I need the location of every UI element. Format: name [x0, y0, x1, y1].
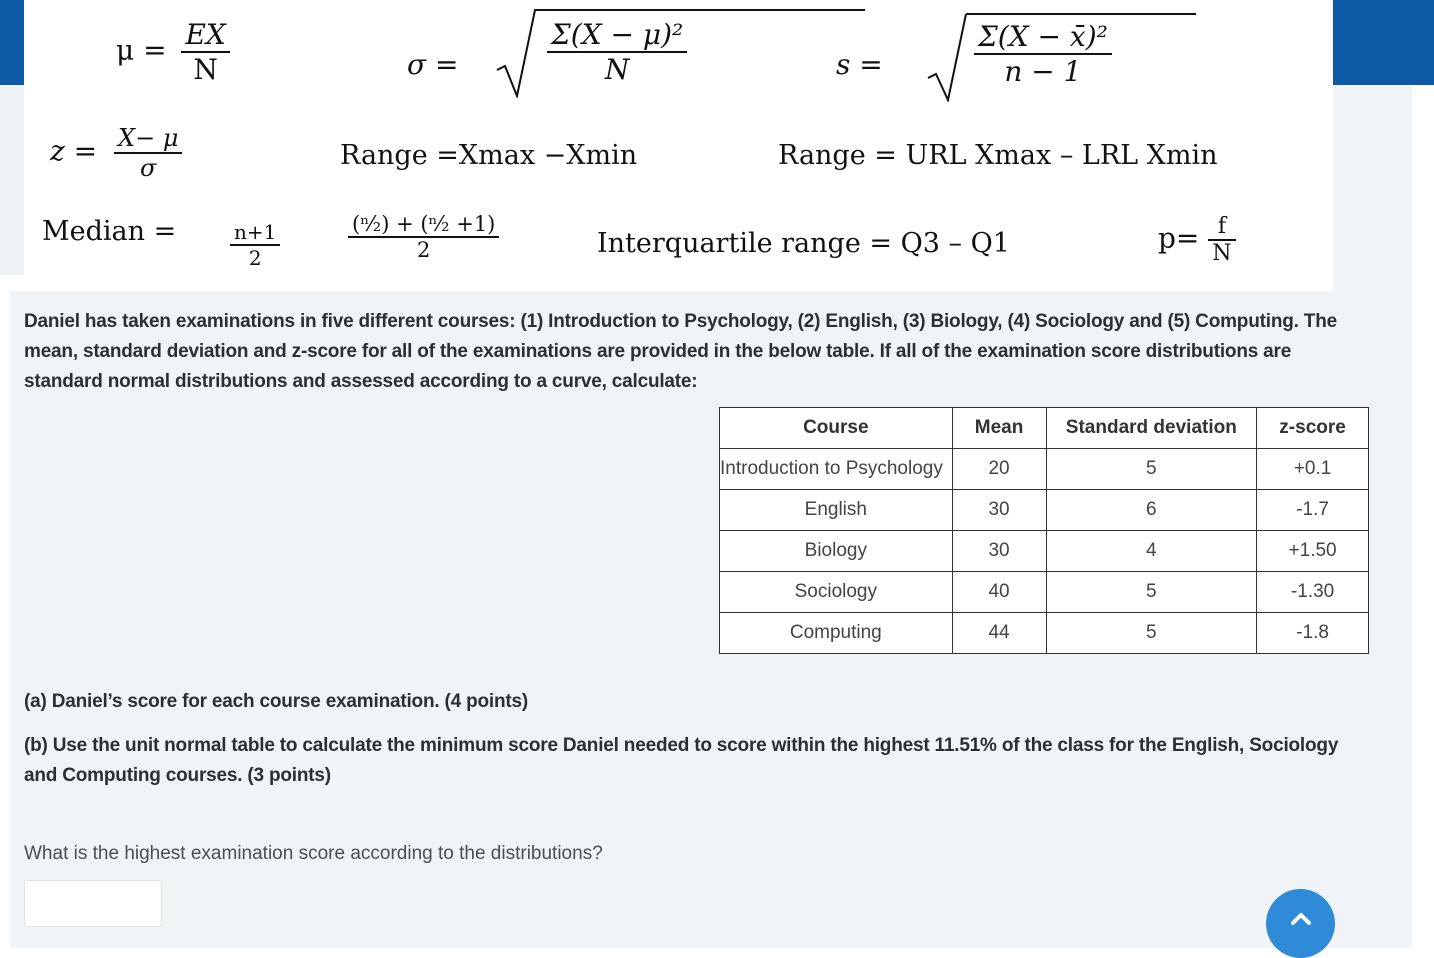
table-header-sd: Standard deviation [1046, 408, 1257, 449]
formula-z-num: X− μ [118, 124, 179, 152]
sqrt-overline [966, 12, 1196, 16]
answer-prompt: What is the highest examination score according to the distributions? [24, 843, 603, 864]
formula-mean-lhs: μ = [116, 33, 167, 67]
formula-mean-num: EX [185, 18, 226, 51]
chevron-up-icon [1290, 910, 1312, 926]
table-cell-zscore: -1.30 [1257, 572, 1369, 613]
formula-median-num2: (ⁿ⁄₂) + (ⁿ⁄₂ +1) [352, 212, 496, 236]
page-left-gutter [0, 85, 24, 275]
formula-median-lhs: Median = [42, 216, 177, 247]
header-bar-left [0, 0, 24, 85]
formula-p-num: f [1217, 214, 1226, 239]
formula-mean [116, 18, 230, 86]
table-row [720, 572, 1369, 613]
table-cell-course: Sociology [720, 572, 953, 613]
formula-z-den: σ [140, 154, 157, 182]
formula-z-lhs: z = [50, 134, 98, 168]
formula-sd-pop-num: Σ(X − μ)² [551, 18, 684, 51]
formula-sd-sample-num: Σ(X − x̄)² [978, 20, 1108, 53]
table-header-course: Course [720, 408, 953, 449]
table-row [720, 449, 1369, 490]
table-cell-sd: 5 [1046, 572, 1257, 613]
page-right-edge [1412, 85, 1434, 948]
sqrt-sign-icon [926, 12, 972, 102]
table-cell-zscore: -1.7 [1257, 490, 1369, 531]
table-cell-course: Biology [720, 531, 953, 572]
formula-sd-pop-den: N [604, 53, 630, 86]
table-cell-sd: 5 [1046, 449, 1257, 490]
table-cell-zscore: +0.1 [1257, 449, 1369, 490]
question-part-a: (a) Daniel’s score for each course examination. (4 points) [24, 691, 529, 712]
scores-table [719, 407, 1369, 654]
header-bar-right [1333, 0, 1434, 85]
formula-median-odd [230, 220, 280, 270]
formula-median-even [348, 212, 499, 262]
question-part-b: (b) Use the unit normal table to calculate the minimum score Daniel needed to score within the highest 11.51% of the class for the English, Sociology and Computing courses. (3 points) [24, 735, 1339, 786]
formula-sd-sample-lhs: s = [836, 48, 883, 81]
table-cell-sd: 6 [1046, 490, 1257, 531]
formula-mean-den: N [193, 53, 218, 86]
table-cell-mean: 30 [952, 490, 1046, 531]
table-cell-mean: 40 [952, 572, 1046, 613]
table-row [720, 531, 1369, 572]
formula-median-den2: 2 [417, 238, 431, 262]
table-cell-zscore: +1.50 [1257, 531, 1369, 572]
formula-sd-sample-den: n − 1 [1004, 55, 1082, 88]
formula-range-2: Range = URL Xmax – LRL Xmin [778, 140, 1218, 171]
table-cell-course: Computing [720, 613, 953, 654]
formula-iqr: Interquartile range = Q3 – Q1 [597, 228, 1010, 259]
table-header-row [720, 408, 1369, 449]
table-row [720, 613, 1369, 654]
table-row [720, 490, 1369, 531]
formula-sd-population [407, 8, 684, 86]
formula-sd-pop-lhs: σ = [407, 48, 459, 81]
table-cell-sd: 5 [1046, 613, 1257, 654]
formula-sd-sample [836, 12, 1108, 88]
answer-input[interactable] [24, 880, 162, 927]
formula-sheet [24, 0, 1333, 290]
formula-z [50, 124, 182, 182]
question-intro: Daniel has taken examinations in five different courses: (1) Introduction to Psychology, (2) English, (3) Biology, (4) Sociology and (5) Computing. The mean, standard deviation and z-score for all of the examinations are provided in the below table. If all of the examination score distributions are standard normal distributions and assessed according to a curve, calculate: [24, 311, 1337, 392]
formula-p-lhs: p= [1158, 221, 1200, 255]
question-panel [10, 291, 1384, 948]
formula-median [42, 216, 176, 247]
formula-median-den1: 2 [248, 246, 262, 270]
table-cell-course: English [720, 490, 953, 531]
sqrt-overline [535, 8, 865, 12]
sqrt-sign-icon [495, 8, 541, 98]
table-cell-course: Introduction to Psychology [720, 449, 953, 490]
formula-p-den: N [1212, 241, 1232, 266]
table-cell-mean: 30 [952, 531, 1046, 572]
formula-range-1: Range =Xmax −Xmin [340, 140, 638, 171]
table-cell-sd: 4 [1046, 531, 1257, 572]
formula-proportion [1158, 214, 1236, 266]
table-cell-mean: 44 [952, 613, 1046, 654]
formula-median-num1: n+1 [234, 220, 277, 244]
table-header-zscore: z-score [1257, 408, 1369, 449]
table-cell-mean: 20 [952, 449, 1046, 490]
table-header-mean: Mean [952, 408, 1046, 449]
table-cell-zscore: -1.8 [1257, 613, 1369, 654]
